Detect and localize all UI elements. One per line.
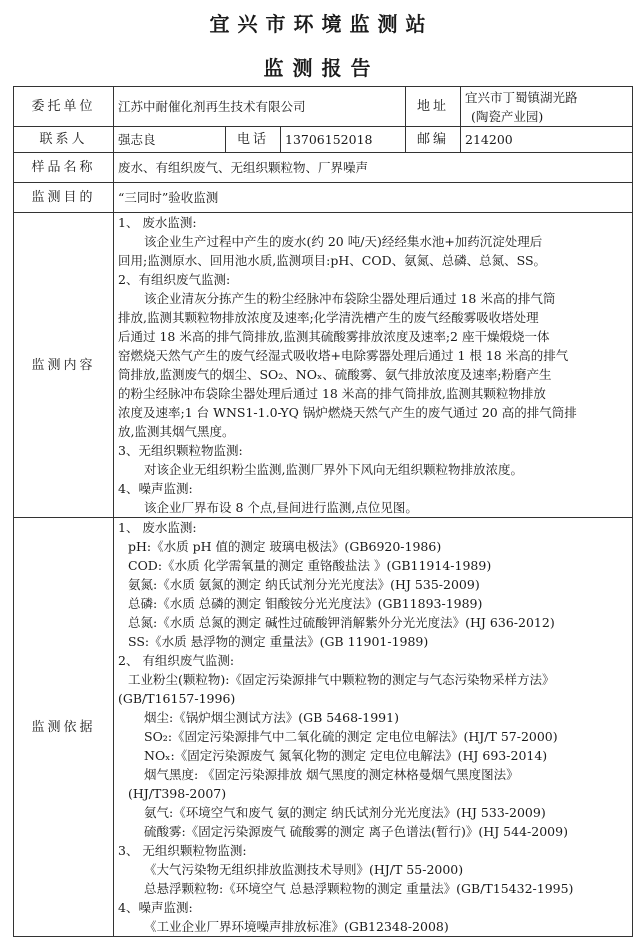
basis-line: 3、 无组织颗粒物监测: — [118, 843, 247, 858]
content-label: 监测内容 — [14, 213, 114, 518]
basis-line: 烟气黑度: 《固定污染源排放 烟气黑度的测定林格曼烟气黑度图法》 — [144, 767, 519, 782]
basis-line: SO₂:《固定污染源排气中二氧化硫的测定 定电位电解法》(HJ/T 57-2000) — [144, 729, 558, 744]
basis-line: 《工业企业厂界环境噪声排放标准》(GB12348-2008) — [144, 919, 449, 934]
content-line: 窑燃烧天然气产生的废气经湿式吸收塔+电除雾器处理后通过 1 根 18 米高的排气 — [118, 348, 569, 363]
client-label: 委托单位 — [14, 87, 114, 127]
content-line: 该企业清灰分拣产生的粉尘经脉冲布袋除尘器处理后通过 18 米高的排气筒 — [144, 291, 556, 306]
sample-label: 样品名称 — [14, 153, 114, 183]
basis-line: 氨气:《环境空气和废气 氨的测定 纳氏试剂分光光度法》(HJ 533-2009) — [144, 805, 546, 820]
address-line-2: (陶瓷产业园) — [471, 108, 544, 124]
basis-line: 硫酸雾:《固定污染源废气 硫酸雾的测定 离子色谱法(暂行)》(HJ 544-2009) — [144, 824, 568, 839]
report-subtitle: 监测报告 — [263, 56, 380, 80]
basis-row — [14, 518, 633, 937]
purpose-label: 监测目的 — [14, 183, 114, 213]
content-line: 后通过 18 米高的排气筒排放,监测其硫酸雾排放浓度及速率;2 座干燥煅烧一体 — [118, 329, 550, 344]
phone-value: 13706152018 — [281, 127, 406, 153]
basis-line: pH:《水质 pH 值的测定 玻璃电极法》(GB6920-1986) — [128, 539, 442, 554]
contact-label: 联系人 — [14, 127, 114, 153]
address-line-1: 宜兴市丁蜀镇湖光路 — [465, 89, 578, 105]
purpose-row — [14, 183, 633, 213]
postcode-label: 邮编 — [406, 127, 461, 153]
content-line: 浓度及速率;1 台 WNS1-1.0-YQ 锅炉燃烧天然气产生的废气通过 20 高的排气筒排 — [118, 405, 577, 420]
basis-line: 2、 有组织废气监测: — [118, 653, 235, 668]
basis-line: NOₓ:《固定污染源废气 氮氧化物的测定 定电位电解法》(HJ 693-2014) — [144, 748, 548, 763]
client-row — [14, 87, 633, 127]
report-table — [13, 86, 633, 937]
contact-value: 强志良 — [114, 127, 226, 153]
content-line: 对该企业无组织粉尘监测,监测厂界外下风向无组织颗粒物排放浓度。 — [144, 462, 523, 477]
purpose-value: “三同时”验收监测 — [114, 183, 633, 213]
content-line: 该企业厂界布设 8 个点,昼间进行监测,点位见图。 — [144, 500, 418, 515]
client-value: 江苏中耐催化剂再生技术有限公司 — [114, 87, 406, 127]
basis-line: (HJ/T398-2007) — [128, 786, 227, 801]
content-line: 回用;监测原水、回用池水质,监测项目:pH、COD、氨氮、总磷、总氮、SS。 — [118, 253, 547, 268]
content-line: 4、噪声监测: — [118, 481, 193, 496]
content-line: 1、 废水监测: — [118, 215, 197, 230]
sample-row — [14, 153, 633, 183]
basis-line: 1、 废水监测: — [118, 520, 197, 535]
basis-line: 总磷:《水质 总磷的测定 钼酸铵分光光度法》(GB11893-1989) — [128, 596, 483, 611]
basis-line: SS:《水质 悬浮物的测定 重量法》(GB 11901-1989) — [128, 634, 429, 649]
address-value — [461, 87, 633, 127]
sample-value: 废水、有组织废气、无组织颗粒物、厂界噪声 — [114, 153, 633, 183]
basis-label: 监测依据 — [14, 518, 114, 937]
basis-line: 总悬浮颗粒物:《环境空气 总悬浮颗粒物的测定 重量法》(GB/T15432-1995) — [144, 881, 574, 896]
content-line: 筒排放,监测废气的烟尘、SO₂、NOₓ、硫酸雾、氨气排放浓度及速率;粉磨产生 — [118, 367, 552, 382]
address-label: 地址 — [406, 87, 461, 127]
contact-row — [14, 127, 633, 153]
content-line: 3、无组织颗粒物监测: — [118, 443, 243, 458]
basis-line: (GB/T16157-1996) — [118, 691, 236, 706]
content-row — [14, 213, 633, 518]
content-line: 排放,监测其颗粒物排放浓度及速率;化学清洗槽产生的废气经酸雾吸收塔处理 — [118, 310, 539, 325]
basis-line: 氨氮:《水质 氨氮的测定 纳氏试剂分光光度法》(HJ 535-2009) — [128, 577, 480, 592]
basis-line: 烟尘:《锅炉烟尘测试方法》(GB 5468-1991) — [144, 710, 399, 725]
content-line: 的粉尘经脉冲布袋除尘器处理后通过 18 米高的排气筒排放,监测其颗粒物排放 — [118, 386, 546, 401]
postcode-value: 214200 — [461, 127, 633, 153]
basis-line: 4、噪声监测: — [118, 900, 193, 915]
phone-label: 电话 — [226, 127, 281, 153]
content-line: 2、有组织废气监测: — [118, 272, 231, 287]
basis-line: 工业粉尘(颗粒物):《固定污染源排气中颗粒物的测定与气态污染物采样方法》 — [128, 672, 555, 687]
content-line: 该企业生产过程中产生的废水(约 20 吨/天)经经集水池+加药沉淀处理后 — [144, 234, 543, 249]
report-title: 宜兴市环境监测站 — [209, 12, 434, 36]
basis-line: COD:《水质 化学需氧量的测定 重铬酸盐法 》(GB11914-1989) — [128, 558, 492, 573]
basis-line: 总氮:《水质 总氮的测定 碱性过硫酸钾消解紫外分光光度法》(HJ 636-2012) — [128, 615, 555, 630]
basis-body — [114, 518, 633, 937]
content-line: 放,监测其烟气黑度。 — [118, 424, 235, 439]
content-body — [114, 213, 633, 518]
basis-line: 《大气污染物无组织排放监测技术导则》(HJ/T 55-2000) — [144, 862, 464, 877]
